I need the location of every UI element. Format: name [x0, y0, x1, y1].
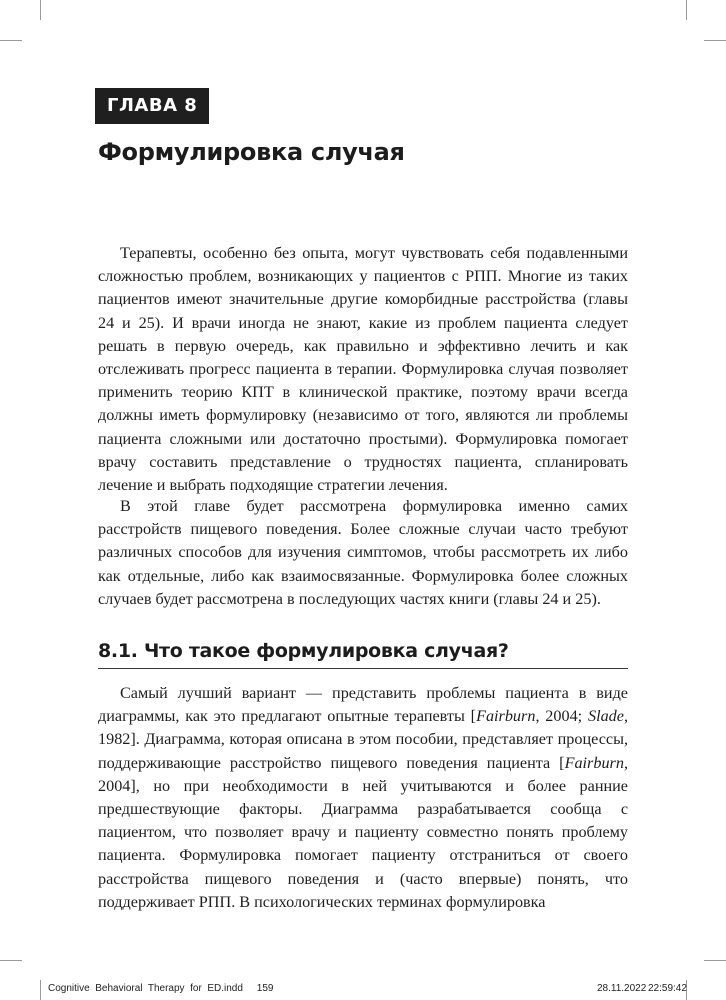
crop-mark	[0, 40, 22, 41]
citation-author: Fairburn	[564, 753, 624, 772]
chapter-title: Формулировка случая	[98, 138, 405, 166]
body-paragraph: В этой главе будет рассмотрена формулировка именно самих расстройств пищевого поведения. Более сложные случаи часто требуют различных способов для изучения симптомов, чтобы рассмотреть их либо как отдельные, либо как взаимосвязанные. Формулировка более сложных случаев будет рассмотрена в последующих частях книги (главы 24 и 25).	[98, 497, 628, 608]
footer-time: 22:59:42	[648, 983, 687, 994]
crop-mark	[0, 960, 22, 961]
crop-mark	[686, 0, 687, 20]
section-divider	[98, 668, 628, 669]
chapter-label: ГЛАВА 8	[95, 88, 209, 124]
crop-mark	[704, 960, 726, 961]
citation-author: Fairburn	[476, 707, 536, 726]
section-heading: 8.1. Что такое формулировка случая?	[98, 640, 509, 662]
crop-mark	[704, 40, 726, 41]
section-paragraph: Самый лучший вариант — представить проблемы пациента в виде диаграммы, как это предлагают опытные терапевты [Fairburn, 2004; Slade, 1982]. Диаграмма, которая описана в этом пособии, представляет процессы, поддерживающие расстройство пищевого поведения пациента [Fairburn, 2004], но при необходимости в ней учитываются и более ранние предшествующие факторы. Диаграмма разрабатывается сообща с пациентом, что позволяет врачу и пациенту совместно понять проблему пациента. Формулировка помогает пациенту отстраниться от своего расстройства пищевого поведения и (часто впервые) понять, что поддерживает РПП. В психологических терминах формулировка	[98, 684, 629, 911]
crop-mark	[40, 980, 41, 1000]
body-paragraph: Терапевты, особенно без опыта, могут чувствовать себя подавленными сложностью проблем, возникающих у пациентов с РПП. Многие из таких пациентов имеют значительные другие коморбидные расстройства (главы 24 и 25). И врачи иногда не знают, какие из проблем пациента следует решать в первую очередь, как правильно и эффективно лечить и как отслеживать прогресс пациента в терапии. Формулировка случая позволяет применить теорию КПТ в клинической практике, поэтому врачи всегда должны иметь формулировку (независимо от того, являются ли проблемы пациента сложными или достаточно простыми). Формулировка помогает врачу составить представление о трудностях пациента, спланировать лечение и выбрать подходящие стратегии лечения.	[98, 244, 628, 495]
footer-date: 28.11.2022	[597, 983, 647, 994]
footer-file-info: Cognitive Behavioral Therapy for ED.indd 159	[48, 983, 274, 994]
crop-mark	[40, 0, 41, 20]
citation-author: Slade	[588, 707, 624, 726]
